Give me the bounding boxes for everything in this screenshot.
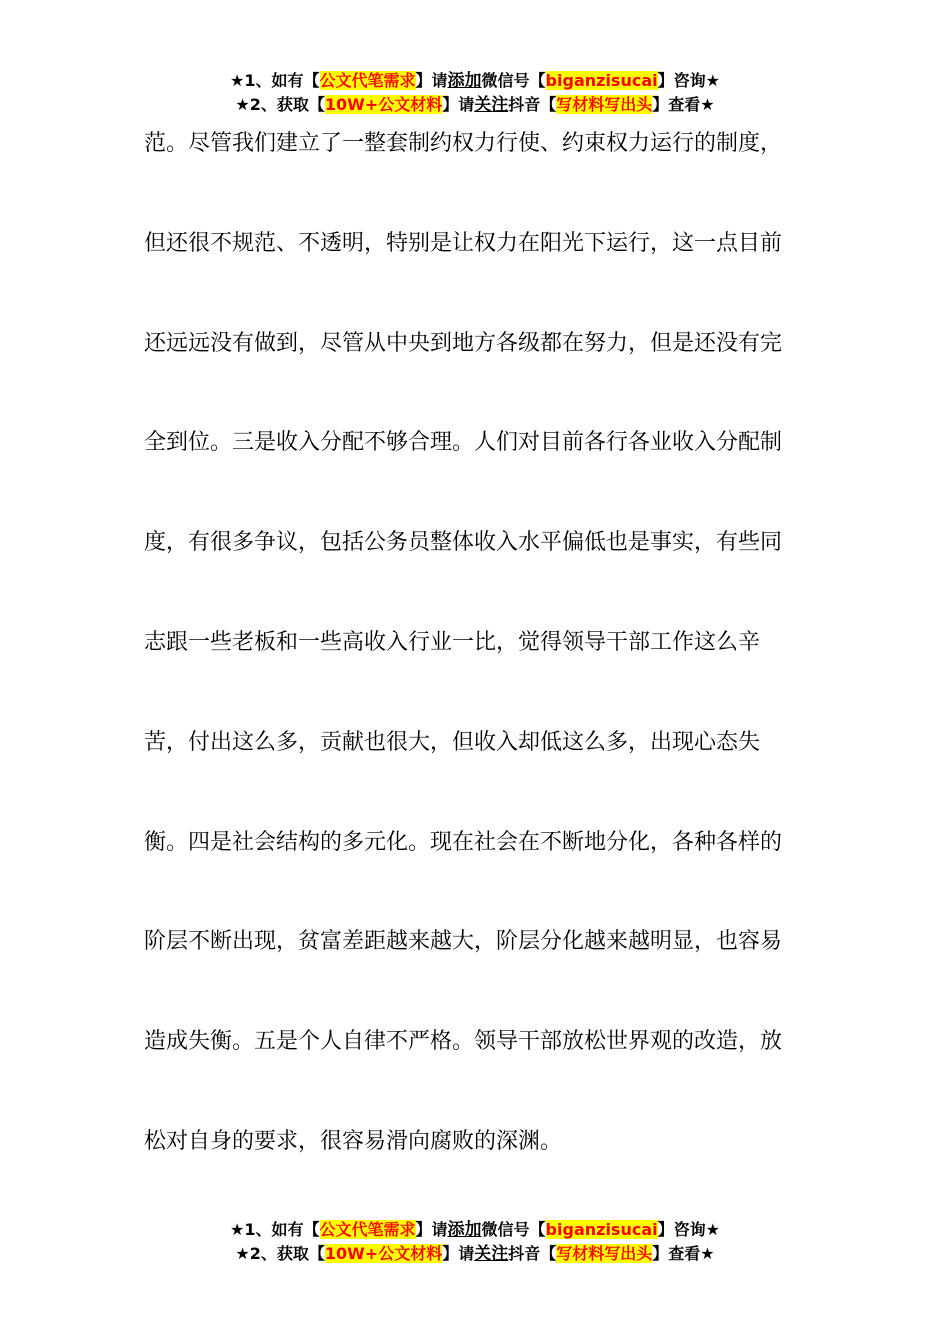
highlight-materials: 10W+公文材料 bbox=[324, 95, 443, 114]
wechat-id: biganzisucai bbox=[545, 71, 658, 90]
footer-banner bbox=[0, 1218, 950, 1266]
footer-line-1: ★1、如有【公文代笔需求】请添加微信号【biganzisucai】咨询★ bbox=[230, 1220, 720, 1240]
body-line: 衡。四是社会结构的多元化。现在社会在不断地分化，各种各样的 bbox=[144, 829, 783, 855]
body-line: 范。尽管我们建立了一整套制约权力行使、约束权力运行的制度， bbox=[144, 131, 783, 156]
highlight-service: 公文代笔需求 bbox=[319, 71, 416, 90]
body-line: 全到位。三是收入分配不够合理。人们对目前各行各业收入分配制 bbox=[144, 430, 783, 456]
header-banner bbox=[0, 69, 950, 117]
body-line: 志跟一些老板和一些高收入行业一比，觉得领导干部工作这么辛 bbox=[144, 629, 761, 655]
body-line: 还远远没有做到，尽管从中央到地方各级都在努力，但是还没有完 bbox=[144, 330, 783, 356]
highlight-materials: 10W+公文材料 bbox=[324, 1244, 443, 1263]
wechat-id: biganzisucai bbox=[545, 1220, 658, 1239]
body-line: 苦，付出这么多，贡献也很大，但收入却低这么多，出现心态失 bbox=[144, 729, 761, 755]
underlined-add: 添加 bbox=[447, 1220, 482, 1240]
underlined-follow: 关注 bbox=[474, 95, 509, 115]
header-line-2: ★2、获取【10W+公文材料】请关注抖音【写材料写出头】查看★ bbox=[235, 95, 715, 115]
document-body bbox=[144, 122, 804, 1220]
body-line: 造成失衡。五是个人自律不严格。领导干部放松世界观的改造，放 bbox=[144, 1029, 783, 1055]
body-line: 阶层不断出现，贫富差距越来越大，阶层分化越来越明显，也容易 bbox=[144, 929, 783, 955]
footer-line-2: ★2、获取【10W+公文材料】请关注抖音【写材料写出头】查看★ bbox=[235, 1244, 715, 1264]
header-line-1: ★1、如有【公文代笔需求】请添加微信号【biganzisucai】咨询★ bbox=[230, 71, 720, 91]
douyin-account: 写材料写出头 bbox=[556, 1244, 653, 1263]
highlight-service: 公文代笔需求 bbox=[319, 1220, 416, 1239]
body-line: 松对自身的要求，很容易滑向腐败的深渊。 bbox=[144, 1128, 563, 1154]
body-line: 但还很不规范、不透明，特别是让权力在阳光下运行，这一点目前 bbox=[144, 230, 783, 256]
underlined-follow: 关注 bbox=[474, 1244, 509, 1264]
underlined-add: 添加 bbox=[447, 71, 482, 91]
body-line: 度，有很多争议，包括公务员整体收入水平偏低也是事实，有些同 bbox=[144, 530, 783, 556]
douyin-account: 写材料写出头 bbox=[556, 95, 653, 114]
